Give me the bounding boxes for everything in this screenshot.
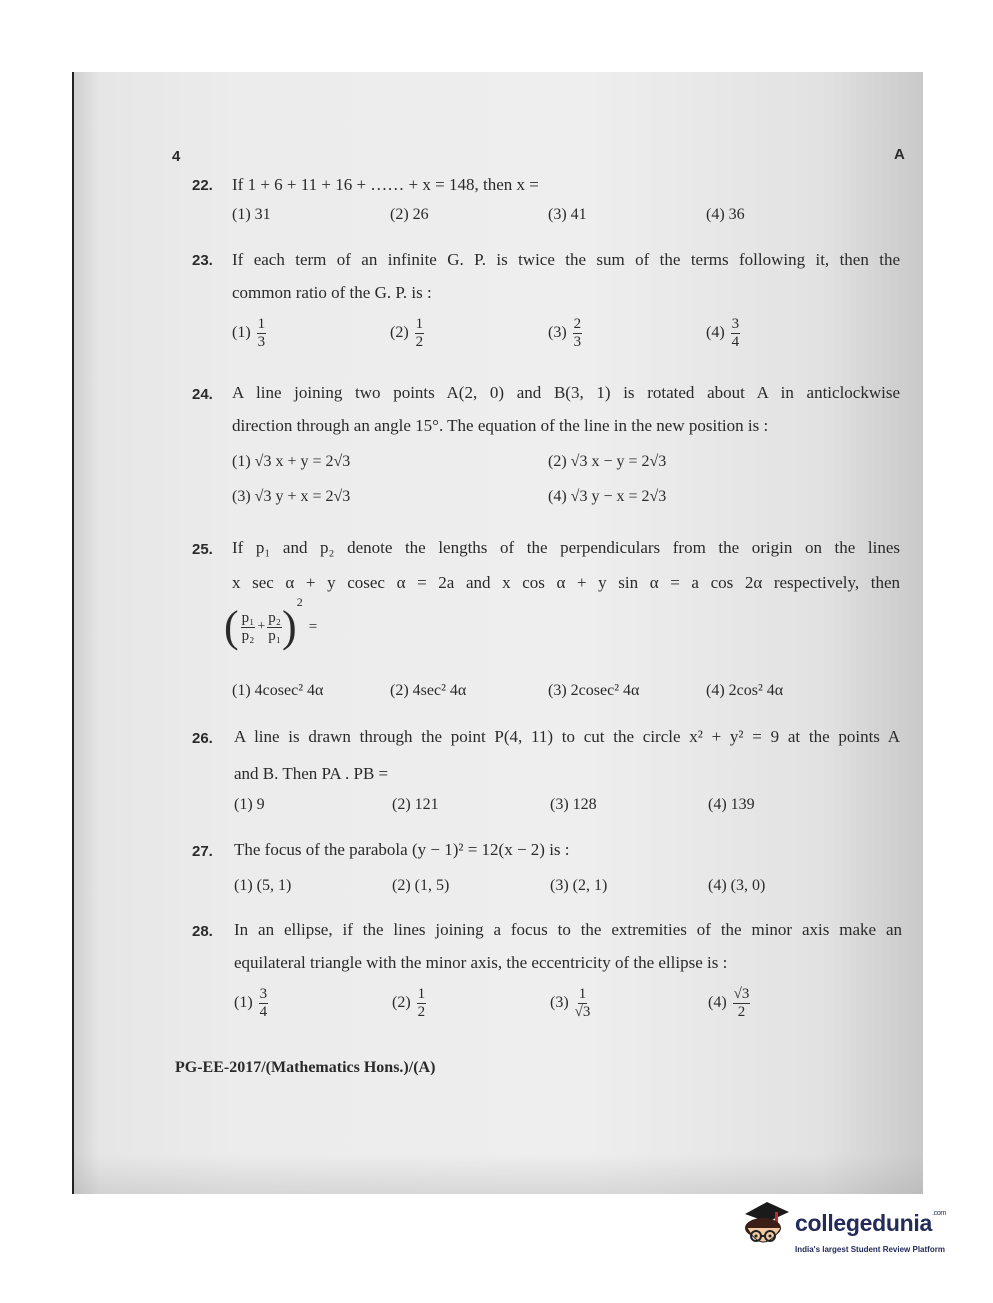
question-text-line-2: and B. Then PA . PB = — [234, 764, 389, 783]
option-1: (1) √3 x + y = 2√3 — [232, 453, 351, 470]
question-text-line-1: If each term of an infinite G. P. is twice the sum of the terms following it, then the — [232, 250, 900, 269]
option-3: (3) 2cosec² 4α — [548, 682, 640, 699]
option-4: (4) $\frac{3}{4}$ — [706, 316, 740, 350]
option-2: (2) 4sec² 4α — [390, 682, 467, 699]
question-number: 22. — [192, 177, 213, 194]
option-1: (1) 4cosec² 4α — [232, 682, 324, 699]
question-text-line-1: A line is drawn through the point P(4, 11) to cut the circle x² + y² = 9 at the points A — [234, 727, 900, 746]
option-3: (3) 41 — [548, 206, 587, 223]
left-paren: ( — [224, 602, 239, 651]
question-text-line-2: direction through an angle 15°. The equation of the line in the new position is : — [232, 416, 769, 435]
brand-name: collegedunia$^{.com}$ — [795, 1210, 946, 1236]
option-4: (4) (3, 0) — [708, 877, 766, 894]
option-2: (2) 121 — [392, 796, 439, 813]
option-4: (4) 2cos² 4α — [706, 682, 784, 699]
right-paren: ) — [282, 602, 297, 651]
option-2: (2) $\frac{1}{2}$ — [392, 986, 426, 1020]
series-code: A — [894, 146, 905, 163]
page-footer: PG-EE-2017/(Mathematics Hons.)/(A) — [175, 1059, 436, 1076]
option-3: (3) $\frac{2}{3}$ — [548, 316, 582, 350]
option-3: (3) 128 — [550, 796, 597, 813]
question-number: 24. — [192, 386, 213, 403]
question-number: 27. — [192, 843, 213, 860]
question-number: 23. — [192, 252, 213, 269]
option-3: (3) $\frac{1}{√3}$ — [550, 986, 591, 1020]
option-2: (2) 26 — [390, 206, 429, 223]
question-number: 28. — [192, 923, 213, 940]
question-text-line-1: If p₁ and p₂ denote the lengths of the perpendiculars from the origin on the lines — [232, 538, 900, 557]
option-4: (4) 139 — [708, 796, 755, 813]
question-text-line-2: x sec α + y cosec α = 2a and x cos α + y sin α = a cos 2α respectively, then — [232, 573, 900, 592]
collegedunia-logo[interactable] — [737, 1198, 967, 1268]
option-4: (4) 36 — [706, 206, 745, 223]
option-1: (1) $\frac{1}{3}$ — [232, 316, 266, 350]
option-2: (2) $\frac{1}{2}$ — [390, 316, 424, 350]
option-4: (4) √3 y − x = 2√3 — [548, 488, 667, 505]
expression: ( $\frac{\text{p₁}}{\text{p₂}}$ + $\frac{\text{p₂}}{\text{p₁}}$ )$^2$= — [224, 595, 318, 651]
question-text-line-2: common ratio of the G. P. is : — [232, 283, 432, 302]
mascot-icon — [737, 1198, 793, 1258]
page-number: 4 — [172, 148, 181, 165]
option-1: (1) $\frac{3}{4}$ — [234, 986, 268, 1020]
option-2: (2) √3 x − y = 2√3 — [548, 453, 667, 470]
option-1: (1) 9 — [234, 796, 265, 813]
scanned-page — [72, 72, 923, 1194]
question-number: 25. — [192, 541, 213, 558]
option-4: (4) $\frac{√3}{2}$ — [708, 986, 750, 1020]
question-number: 26. — [192, 730, 213, 747]
option-3: (3) (2, 1) — [550, 877, 608, 894]
option-3: (3) √3 y + x = 2√3 — [232, 488, 351, 505]
option-1: (1) 31 — [232, 206, 271, 223]
question-text: The focus of the parabola (y − 1)² = 12(x − 2) is : — [234, 840, 570, 859]
question-text-line-1: In an ellipse, if the lines joining a focus to the extremities of the minor axis make an — [234, 920, 902, 939]
brand-tagline: India's largest Student Review Platform — [795, 1245, 945, 1254]
option-1: (1) (5, 1) — [234, 877, 292, 894]
question-text: If 1 + 6 + 11 + 16 + …… + x = 148, then x = — [232, 175, 539, 194]
question-text-line-1: A line joining two points A(2, 0) and B(3, 1) is rotated about A in anticlockwise — [232, 383, 900, 402]
question-text-line-2: equilateral triangle with the minor axis, the eccentricity of the ellipse is : — [234, 953, 728, 972]
option-2: (2) (1, 5) — [392, 877, 450, 894]
